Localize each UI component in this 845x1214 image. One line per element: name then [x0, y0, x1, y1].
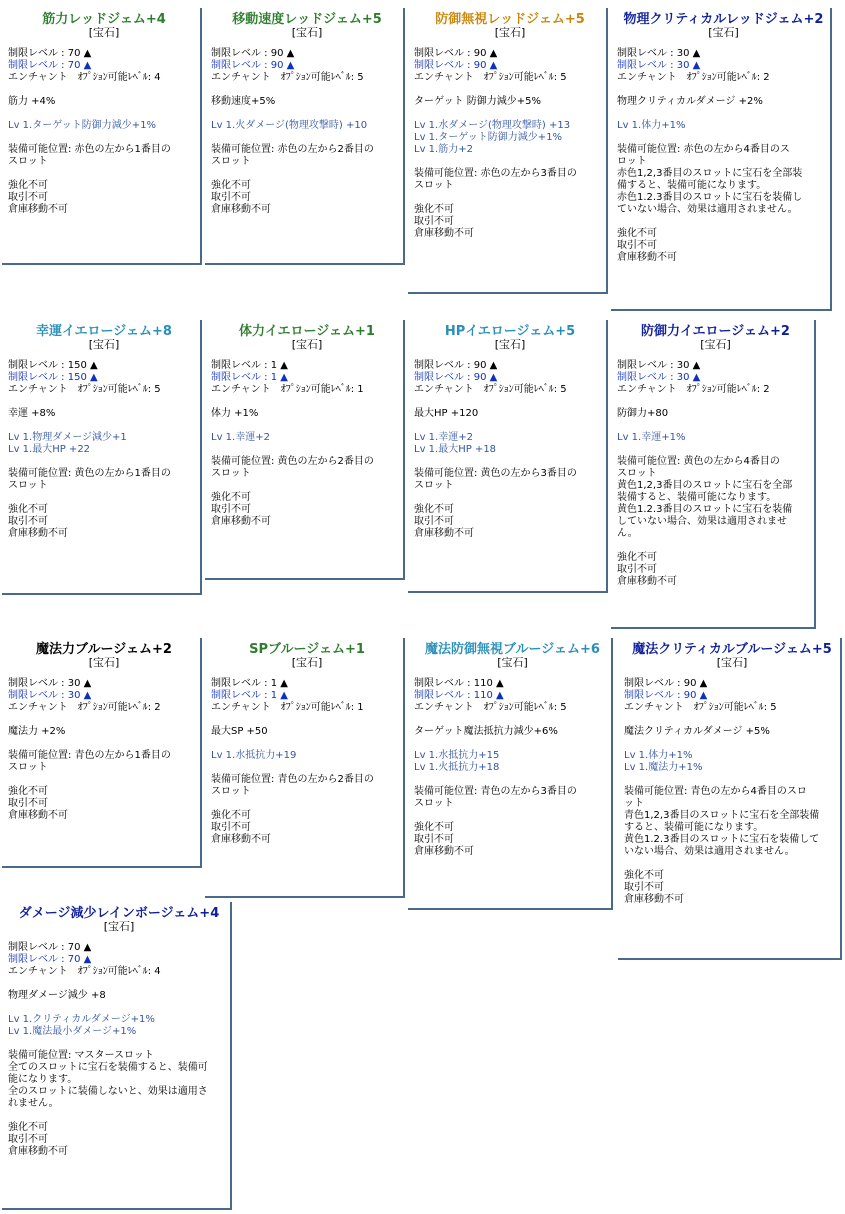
- triangle-up-icon: ▲: [80, 942, 92, 953]
- level-limit: [211, 678, 403, 690]
- level-limit-label: 制限レベル :: [617, 360, 674, 371]
- gem-card: [2, 8, 202, 265]
- option-line: Lv 1.最大HP +18: [414, 444, 497, 455]
- level-limit-value: 1: [270, 372, 278, 383]
- equip-position: 装備可能位置: 青色の左から4番目のスロ: [624, 786, 807, 797]
- level-limit: [414, 678, 611, 690]
- triangle-up-icon: ▲: [277, 360, 288, 371]
- gem-effect: 物理クリティカルダメージ +2%: [617, 96, 763, 107]
- equip-position: いない場合、効果は適用されません。: [624, 846, 795, 857]
- restriction: 倉庫移動不可: [8, 1146, 68, 1157]
- gem-card: [2, 320, 202, 595]
- gem-card: [611, 8, 832, 311]
- option-line: Lv 1.体力+1%: [624, 750, 693, 761]
- equip-position: 全てのスロットに宝石を装備すると、装備可: [8, 1062, 208, 1073]
- restriction: 強化不可: [414, 504, 454, 515]
- enchant-level: [414, 72, 606, 84]
- triangle-up-icon: ▲: [696, 690, 708, 701]
- restriction: 強化不可: [617, 552, 657, 563]
- gem-card: [618, 638, 842, 960]
- option-line: Lv 1.水抵抗力+19: [211, 750, 297, 761]
- gem-name: 移動速度レッドジェム+5: [232, 12, 382, 27]
- equip-position: 備すると、装備可能になります。: [617, 180, 767, 191]
- level-limit: [8, 678, 200, 690]
- level-limit-blue: [624, 690, 840, 702]
- level-limit-label: 制限レベル :: [624, 690, 681, 701]
- triangle-up-icon: ▲: [86, 372, 98, 383]
- level-limit-value: 90: [473, 372, 487, 383]
- equip-position: 黄色1.2.3番目のスロットに宝石を装備: [617, 504, 793, 515]
- restriction: 倉庫移動不可: [8, 528, 68, 539]
- enchant-level: [8, 72, 200, 84]
- option-line: Lv 1.幸運+2: [211, 432, 270, 443]
- gem-effect: 最大SP +50: [211, 726, 268, 737]
- equip-position: スロット: [414, 798, 454, 809]
- restriction: 倉庫移動不可: [211, 204, 271, 215]
- gem-name: 防御力イエロージェム+2: [641, 324, 790, 339]
- level-limit-label: 制限レベル :: [211, 60, 268, 71]
- enchant-value: 1: [357, 384, 364, 395]
- enchant-label: エンチャント ｵﾌﾟｼｮﾝ可能ﾚﾍﾞﾙ:: [414, 384, 558, 395]
- level-limit-label: 制限レベル :: [624, 678, 681, 689]
- restriction: 取引不可: [414, 216, 454, 227]
- equip-position: 装備可能位置: 黄色の左から4番目の: [617, 456, 780, 467]
- triangle-up-icon: ▲: [689, 60, 701, 71]
- gem-card: [611, 320, 816, 629]
- level-limit: [414, 360, 606, 372]
- level-limit: [8, 942, 230, 954]
- triangle-up-icon: ▲: [277, 372, 288, 383]
- restriction: 取引不可: [617, 564, 657, 575]
- level-limit-label: 制限レベル :: [211, 48, 268, 59]
- level-limit-value: 110: [473, 690, 493, 701]
- restriction: 取引不可: [8, 1134, 48, 1145]
- option-line: Lv 1.最大HP +22: [8, 444, 91, 455]
- level-limit-value: 90: [683, 690, 697, 701]
- triangle-up-icon: ▲: [689, 372, 701, 383]
- option-line: Lv 1.火ダメージ(物理攻撃時) +10: [211, 120, 368, 131]
- option-line: Lv 1.水ダメージ(物理攻撃時) +13: [414, 120, 571, 131]
- level-limit-label: 制限レベル :: [211, 360, 268, 371]
- equip-position: れません。: [8, 1098, 59, 1109]
- equip-position: 装備可能位置: 青色の左から3番目の: [414, 786, 577, 797]
- restriction: 強化不可: [624, 870, 664, 881]
- level-limit: [617, 48, 830, 60]
- restriction: 倉庫移動不可: [617, 252, 677, 263]
- enchant-level: [624, 702, 840, 714]
- equip-position: 黄色1.2.3番目のスロットに宝石を装備して: [624, 834, 820, 845]
- level-limit-value: 90: [473, 360, 487, 371]
- gem-category: [宝石]: [88, 656, 120, 669]
- equip-position: ていない場合、効果は適用されません。: [617, 204, 798, 215]
- triangle-up-icon: ▲: [277, 690, 288, 701]
- triangle-up-icon: ▲: [283, 48, 295, 59]
- enchant-value: 2: [154, 702, 161, 713]
- triangle-up-icon: ▲: [80, 48, 92, 59]
- triangle-up-icon: ▲: [696, 678, 708, 689]
- level-limit: [8, 48, 200, 60]
- level-limit-value: 90: [473, 60, 487, 71]
- level-limit-label: 制限レベル :: [617, 60, 674, 71]
- gem-category: [宝石]: [708, 26, 739, 39]
- gem-name: ダメージ減少レインボージェム+4: [18, 906, 220, 921]
- level-limit-value: 150: [67, 372, 87, 383]
- level-limit: [624, 678, 840, 690]
- level-limit-value: 150: [67, 360, 87, 371]
- equip-position: ロット: [617, 156, 647, 167]
- level-limit-value: 90: [270, 60, 284, 71]
- option-line: Lv 1.幸運+2: [414, 432, 473, 443]
- gem-name: 魔法クリティカルブルージェム+5: [632, 642, 832, 657]
- level-limit-label: 制限レベル :: [8, 360, 65, 371]
- level-limit-blue: [8, 60, 200, 72]
- restriction: 取引不可: [617, 240, 657, 251]
- gem-effect: 防御力+80: [617, 408, 669, 419]
- triangle-up-icon: ▲: [80, 60, 92, 71]
- gem-name: SPブルージェム+1: [249, 642, 365, 657]
- enchant-level: [414, 702, 611, 714]
- gem-category: [宝石]: [494, 338, 526, 351]
- enchant-label: エンチャント ｵﾌﾟｼｮﾝ可能ﾚﾍﾞﾙ:: [211, 72, 355, 83]
- triangle-up-icon: ▲: [492, 678, 504, 689]
- enchant-level: [8, 966, 230, 978]
- enchant-value: 5: [154, 384, 161, 395]
- option-line: Lv 1.ターゲット防御力減少+1%: [8, 120, 157, 131]
- enchant-value: 4: [154, 72, 161, 83]
- equip-position: 黄色1,2,3番目のスロットに宝石を全部: [617, 480, 793, 491]
- equip-position: 青色1,2,3番目のスロットに宝石を全部装備: [624, 810, 820, 821]
- restriction: 強化不可: [211, 810, 251, 821]
- gem-category: [宝石]: [88, 26, 120, 39]
- level-limit-value: 30: [676, 60, 690, 71]
- enchant-label: エンチャント ｵﾌﾟｼｮﾝ可能ﾚﾍﾞﾙ:: [617, 384, 761, 395]
- enchant-label: エンチャント ｵﾌﾟｼｮﾝ可能ﾚﾍﾞﾙ:: [211, 384, 355, 395]
- option-line: Lv 1.ターゲット防御力減少+1%: [414, 132, 563, 143]
- option-line: Lv 1.幸運+1%: [617, 432, 686, 443]
- option-line: Lv 1.魔法力+1%: [624, 762, 703, 773]
- level-limit-value: 70: [67, 48, 81, 59]
- level-limit: [8, 360, 200, 372]
- equip-position: 装備可能位置: 青色の左から1番目の: [8, 750, 171, 761]
- level-limit-label: 制限レベル :: [8, 942, 65, 953]
- level-limit-blue: [8, 954, 230, 966]
- level-limit-value: 30: [676, 48, 690, 59]
- gem-category: [宝石]: [716, 656, 748, 669]
- enchant-level: [211, 72, 403, 84]
- equip-position: スロット: [8, 156, 48, 167]
- equip-position: すると、装備可能になります。: [624, 822, 764, 833]
- restriction: 強化不可: [211, 180, 251, 191]
- restriction: 倉庫移動不可: [8, 810, 68, 821]
- gem-category: [宝石]: [700, 338, 731, 351]
- equip-position: 装備可能位置: 赤色の左から1番目の: [8, 144, 171, 155]
- gem-name: 防御無視レッドジェム+5: [435, 12, 585, 27]
- level-limit-value: 70: [67, 60, 81, 71]
- level-limit-value: 70: [67, 954, 81, 965]
- level-limit-label: 制限レベル :: [211, 690, 268, 701]
- equip-position: スロット: [211, 468, 251, 479]
- triangle-up-icon: ▲: [492, 690, 504, 701]
- gem-effect: 体力 +1%: [211, 408, 259, 419]
- gem-effect: ターゲット魔法抵抗力減少+6%: [414, 726, 558, 737]
- equip-position: 赤色1,2,3番目のスロットに宝石を全部装: [617, 168, 803, 179]
- equip-position: 装備可能位置: 赤色の左から2番目の: [211, 144, 374, 155]
- restriction: 倉庫移動不可: [617, 576, 677, 587]
- enchant-level: [211, 702, 403, 714]
- gem-category: [宝石]: [494, 26, 526, 39]
- equip-position: ット: [624, 798, 644, 809]
- level-limit-blue: [414, 60, 606, 72]
- enchant-label: エンチャント ｵﾌﾟｼｮﾝ可能ﾚﾍﾞﾙ:: [8, 702, 152, 713]
- level-limit-value: 30: [676, 360, 690, 371]
- gem-effect: 最大HP +120: [414, 408, 479, 419]
- equip-position: 装備すると、装備可能になります。: [617, 492, 777, 503]
- gem-category: [宝石]: [291, 26, 323, 39]
- enchant-label: エンチャント ｵﾌﾟｼｮﾝ可能ﾚﾍﾞﾙ:: [8, 72, 152, 83]
- level-limit-label: 制限レベル :: [8, 372, 65, 383]
- gem-name: 筋力レッドジェム+4: [42, 12, 166, 27]
- restriction: 強化不可: [414, 822, 454, 833]
- equip-position: スロット: [8, 762, 48, 773]
- triangle-up-icon: ▲: [80, 678, 92, 689]
- gem-effect: 魔法クリティカルダメージ +5%: [624, 726, 770, 737]
- equip-position: スロット: [414, 480, 454, 491]
- gem-effect: 筋力 +4%: [8, 96, 56, 107]
- level-limit: [211, 48, 403, 60]
- triangle-up-icon: ▲: [486, 48, 498, 59]
- enchant-level: [211, 384, 403, 396]
- restriction: 取引不可: [414, 516, 454, 527]
- restriction: 強化不可: [8, 504, 48, 515]
- level-limit-blue: [617, 372, 814, 384]
- restriction: 取引不可: [211, 192, 251, 203]
- equip-position: スロット: [211, 786, 251, 797]
- restriction: 取引不可: [8, 798, 48, 809]
- level-limit-label: 制限レベル :: [414, 372, 471, 383]
- level-limit-value: 90: [473, 48, 487, 59]
- triangle-up-icon: ▲: [283, 60, 295, 71]
- enchant-level: [617, 384, 814, 396]
- restriction: 倉庫移動不可: [414, 528, 474, 539]
- equip-position: 装備可能位置: 赤色の左から3番目の: [414, 168, 577, 179]
- level-limit-label: 制限レベル :: [414, 360, 471, 371]
- level-limit-blue: [8, 372, 200, 384]
- level-limit: [617, 360, 814, 372]
- level-limit-value: 1: [270, 690, 278, 701]
- enchant-value: 2: [763, 384, 770, 395]
- equip-position: 全のスロットに装備しないと、効果は適用さ: [8, 1086, 208, 1097]
- level-limit-value: 110: [473, 678, 493, 689]
- equip-position: 装備可能位置: 黄色の左から3番目の: [414, 468, 577, 479]
- level-limit-blue: [617, 60, 830, 72]
- restriction: 強化不可: [8, 1122, 48, 1133]
- triangle-up-icon: ▲: [80, 690, 92, 701]
- triangle-up-icon: ▲: [486, 372, 498, 383]
- restriction: 取引不可: [624, 882, 664, 893]
- equip-position: スロット: [8, 480, 48, 491]
- triangle-up-icon: ▲: [689, 360, 701, 371]
- level-limit-blue: [211, 690, 403, 702]
- enchant-value: 5: [560, 702, 567, 713]
- restriction: 取引不可: [414, 834, 454, 845]
- enchant-level: [617, 72, 830, 84]
- restriction: 倉庫移動不可: [414, 228, 474, 239]
- gem-card: [408, 320, 608, 593]
- gem-category: [宝石]: [497, 656, 528, 669]
- level-limit-label: 制限レベル :: [617, 48, 674, 59]
- enchant-level: [8, 384, 200, 396]
- gem-name: 魔法力ブルージェム+2: [36, 642, 172, 657]
- gem-name: 物理クリティカルレッドジェム+2: [623, 12, 824, 27]
- enchant-value: 2: [763, 72, 770, 83]
- level-limit-label: 制限レベル :: [211, 678, 268, 689]
- equip-position: スロット: [617, 468, 657, 479]
- restriction: 取引不可: [211, 504, 251, 515]
- level-limit-label: 制限レベル :: [8, 48, 65, 59]
- restriction: 倉庫移動不可: [8, 204, 68, 215]
- gem-card: [408, 8, 608, 294]
- level-limit-value: 30: [67, 690, 81, 701]
- enchant-label: エンチャント ｵﾌﾟｼｮﾝ可能ﾚﾍﾞﾙ:: [624, 702, 768, 713]
- option-line: Lv 1.魔法最小ダメージ+1%: [8, 1026, 137, 1037]
- triangle-up-icon: ▲: [486, 60, 498, 71]
- level-limit: [211, 360, 403, 372]
- gem-effect: ターゲット 防御力減少+5%: [414, 96, 542, 107]
- triangle-up-icon: ▲: [486, 360, 498, 371]
- equip-position: 装備可能位置: 黄色の左から1番目の: [8, 468, 171, 479]
- restriction: 倉庫移動不可: [211, 834, 271, 845]
- equip-position: ん。: [617, 528, 638, 539]
- restriction: 強化不可: [8, 786, 48, 797]
- restriction: 取引不可: [8, 192, 48, 203]
- gem-effect: 移動速度+5%: [211, 96, 276, 107]
- enchant-label: エンチャント ｵﾌﾟｼｮﾝ可能ﾚﾍﾞﾙ:: [211, 702, 355, 713]
- restriction: 強化不可: [211, 492, 251, 503]
- level-limit-label: 制限レベル :: [414, 678, 471, 689]
- triangle-up-icon: ▲: [86, 360, 98, 371]
- triangle-up-icon: ▲: [277, 678, 288, 689]
- level-limit-value: 30: [676, 372, 690, 383]
- option-line: Lv 1.体力+1%: [617, 120, 686, 131]
- gem-effect: 魔法力 +2%: [8, 726, 66, 737]
- enchant-label: エンチャント ｵﾌﾟｼｮﾝ可能ﾚﾍﾞﾙ:: [8, 966, 152, 977]
- gem-card: [2, 902, 232, 1210]
- gem-name: HPイエロージェム+5: [444, 324, 576, 339]
- option-line: Lv 1.火抵抗力+18: [414, 762, 500, 773]
- level-limit-label: 制限レベル :: [414, 690, 471, 701]
- level-limit-label: 制限レベル :: [8, 678, 65, 689]
- level-limit-blue: [211, 372, 403, 384]
- enchant-value: 5: [560, 384, 567, 395]
- restriction: 倉庫移動不可: [624, 894, 684, 905]
- level-limit-blue: [414, 690, 611, 702]
- level-limit-value: 1: [270, 360, 278, 371]
- option-line: Lv 1.水抵抗力+15: [414, 750, 500, 761]
- gem-effect: 幸運 +8%: [8, 408, 56, 419]
- level-limit-label: 制限レベル :: [8, 60, 65, 71]
- level-limit-label: 制限レベル :: [8, 954, 65, 965]
- gem-card: [2, 638, 202, 868]
- enchant-value: 5: [560, 72, 567, 83]
- enchant-value: 5: [770, 702, 777, 713]
- gem-category: [宝石]: [291, 338, 323, 351]
- enchant-label: エンチャント ｵﾌﾟｼｮﾝ可能ﾚﾍﾞﾙ:: [414, 702, 558, 713]
- restriction: 倉庫移動不可: [414, 846, 474, 857]
- gem-effect: 物理ダメージ減少 +8: [8, 990, 106, 1001]
- triangle-up-icon: ▲: [80, 954, 92, 965]
- option-line: Lv 1.物理ダメージ減少+1: [8, 432, 127, 443]
- equip-position: 装備可能位置: マスタースロット: [8, 1050, 154, 1061]
- level-limit-blue: [8, 690, 200, 702]
- equip-position: スロット: [211, 156, 251, 167]
- restriction: 取引不可: [8, 516, 48, 527]
- level-limit-label: 制限レベル :: [8, 690, 65, 701]
- gem-card: [205, 8, 405, 265]
- level-limit-label: 制限レベル :: [211, 372, 268, 383]
- enchant-level: [414, 384, 606, 396]
- restriction: 強化不可: [414, 204, 454, 215]
- triangle-up-icon: ▲: [689, 48, 701, 59]
- level-limit-label: 制限レベル :: [414, 48, 471, 59]
- level-limit-value: 90: [683, 678, 697, 689]
- option-line: Lv 1.クリティカルダメージ+1%: [8, 1014, 155, 1025]
- enchant-label: エンチャント ｵﾌﾟｼｮﾝ可能ﾚﾍﾞﾙ:: [617, 72, 761, 83]
- level-limit-blue: [414, 372, 606, 384]
- level-limit-value: 90: [270, 48, 284, 59]
- option-line: Lv 1.筋力+2: [414, 144, 473, 155]
- gem-name: 幸運イエロージェム+8: [36, 324, 172, 339]
- enchant-value: 4: [154, 966, 161, 977]
- equip-position: 能になります。: [8, 1074, 78, 1085]
- level-limit: [414, 48, 606, 60]
- equip-position: 装備可能位置: 赤色の左から4番目のス: [617, 144, 790, 155]
- gem-name: 魔法防御無視ブルージェム+6: [425, 642, 600, 657]
- enchant-label: エンチャント ｵﾌﾟｼｮﾝ可能ﾚﾍﾞﾙ:: [414, 72, 558, 83]
- restriction: 強化不可: [8, 180, 48, 191]
- gem-category: [宝石]: [88, 338, 120, 351]
- enchant-value: 1: [357, 702, 364, 713]
- level-limit-value: 30: [67, 678, 81, 689]
- enchant-value: 5: [357, 72, 364, 83]
- level-limit-label: 制限レベル :: [414, 60, 471, 71]
- gem-category: [宝石]: [291, 656, 323, 669]
- level-limit-blue: [211, 60, 403, 72]
- level-limit-value: 70: [67, 942, 81, 953]
- equip-position: 装備可能位置: 黄色の左から2番目の: [211, 456, 374, 467]
- level-limit-label: 制限レベル :: [617, 372, 674, 383]
- restriction: 強化不可: [617, 228, 657, 239]
- restriction: 倉庫移動不可: [211, 516, 271, 527]
- gem-card: [205, 638, 405, 898]
- equip-position: スロット: [414, 180, 454, 191]
- gem-card: [205, 320, 405, 580]
- level-limit-value: 1: [270, 678, 278, 689]
- enchant-label: エンチャント ｵﾌﾟｼｮﾝ可能ﾚﾍﾞﾙ:: [8, 384, 152, 395]
- gem-card: [408, 638, 613, 910]
- restriction: 取引不可: [211, 822, 251, 833]
- gem-name: 体力イエロージェム+1: [239, 324, 375, 339]
- enchant-level: [8, 702, 200, 714]
- equip-position: 赤色1.2.3番目のスロットに宝石を装備し: [617, 192, 803, 203]
- gem-category: [宝石]: [103, 920, 135, 933]
- equip-position: していない場合、効果は適用されませ: [617, 516, 787, 527]
- equip-position: 装備可能位置: 青色の左から2番目の: [211, 774, 374, 785]
